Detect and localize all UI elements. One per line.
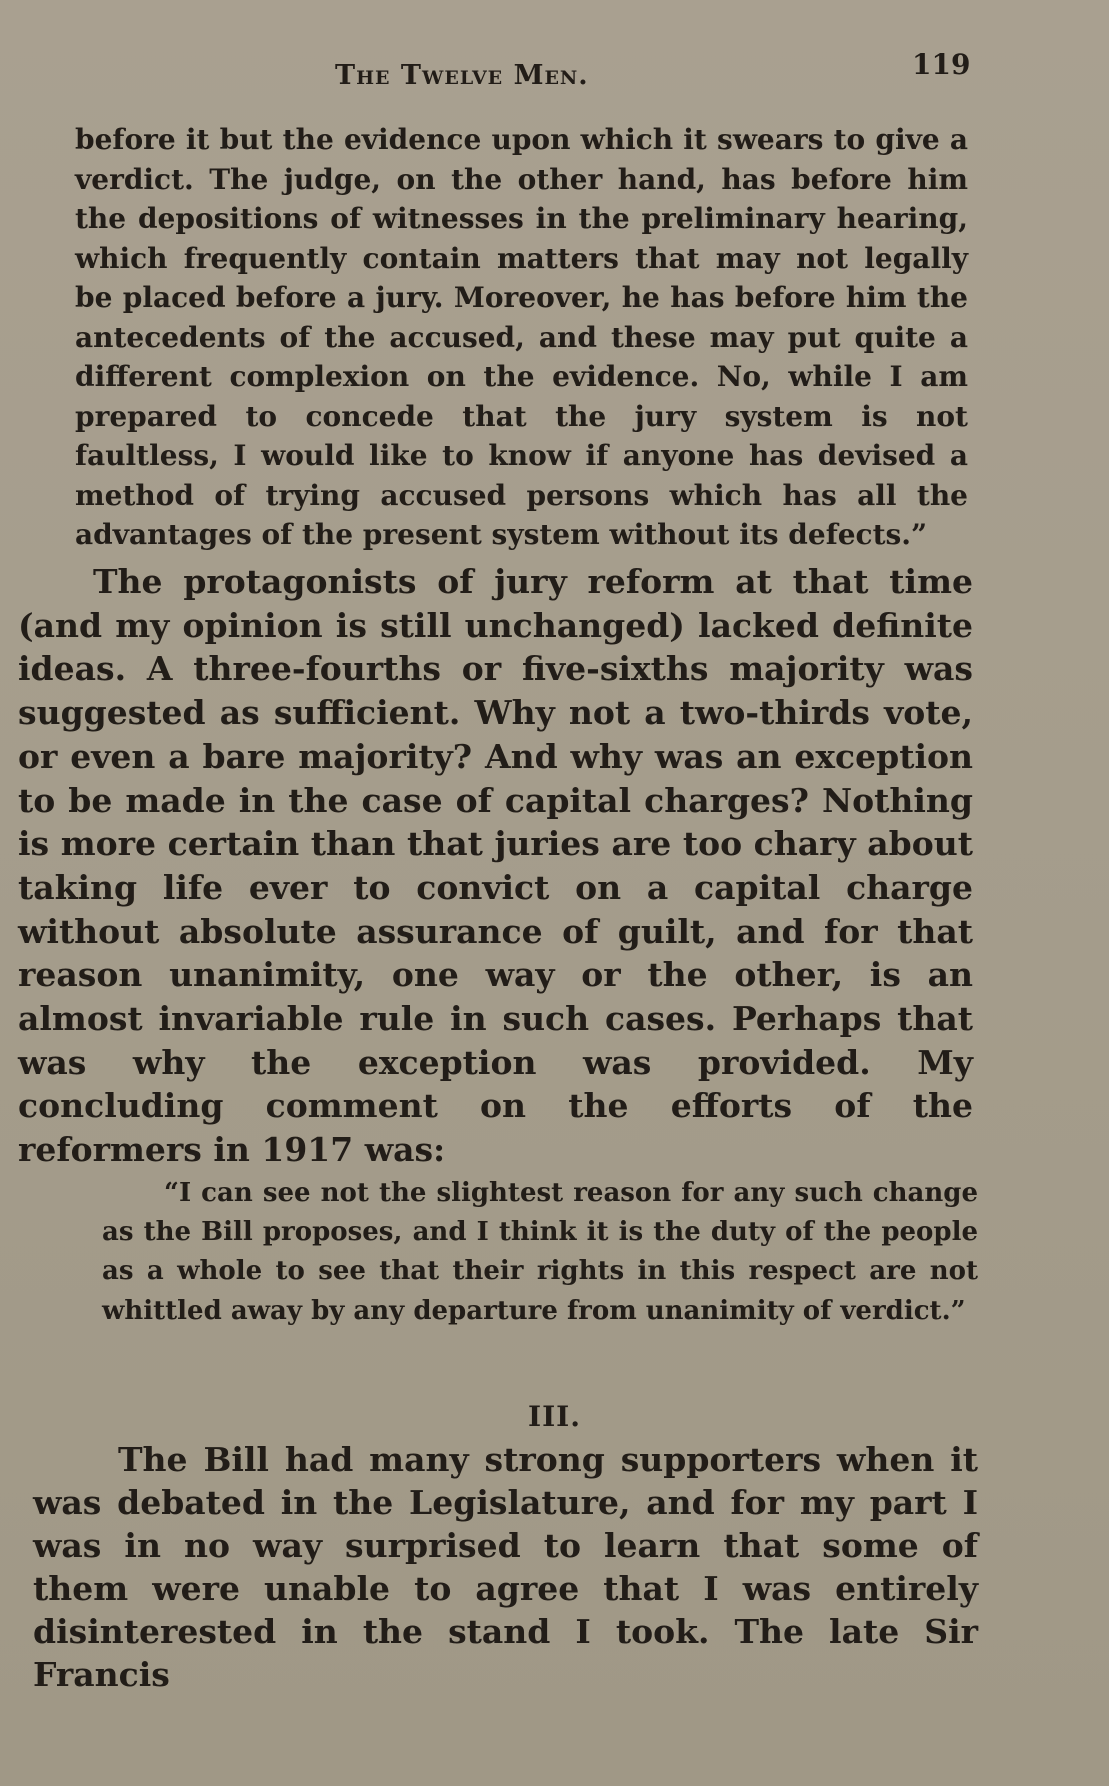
main-paragraph: The protagonists of jury reform at that time (and my opinion is still unchanged) lacked definite ideas. A three-fourths or five-sixths majority was suggested as sufficient. Why not a two-thirds vote, or even a bare majority? And why was an exception to be made in the case of capital charges? Nothing is more certain than that juries are too chary about taking life ever to convict on a capital charge without absolute assurance of guilt, and for that reason unanimity, one way or the other, is an almost invariable rule in such cases. Perhaps that was why the exception was provided. My concluding comment on the efforts of the reformers in 1917 was:	[18, 562, 973, 1170]
page-header	[0, 48, 1109, 98]
page-number: 119	[912, 48, 971, 81]
quote-continuation-paragraph: before it but the evidence upon which it swears to give a verdict. The judge, on the other hand, has before him the depositions of witnesses in the preliminary hearing, which frequently contain matters that may not legally be placed before a jury. Moreover, he has before him the antecedents of the accused, and these may put quite a different complexion on the evidence. No, while I am prepared to concede that the jury system is not faultless, I would like to know if anyone has devised a method of trying accused persons which has all the advantages of the present system without its defects.”	[75, 123, 968, 551]
running-head: The Twelve Men.	[335, 60, 589, 91]
section-first-paragraph: The Bill had many strong supporters when it was debated in the Legislature, and for my part I was in no way surprised to learn that some of them were unable to agree that I was entirely disinterested in the stand I took. The late Sir Francis	[33, 1440, 978, 1694]
section-heading: III.	[527, 1400, 582, 1433]
block-quote-paragraph: “I can see not the slightest reason for any such change as the Bill proposes, and I think it is the duty of the people as a whole to see that their rights in this respect are not whittled away by any departure from unanimity of verdict.”	[102, 1178, 978, 1326]
